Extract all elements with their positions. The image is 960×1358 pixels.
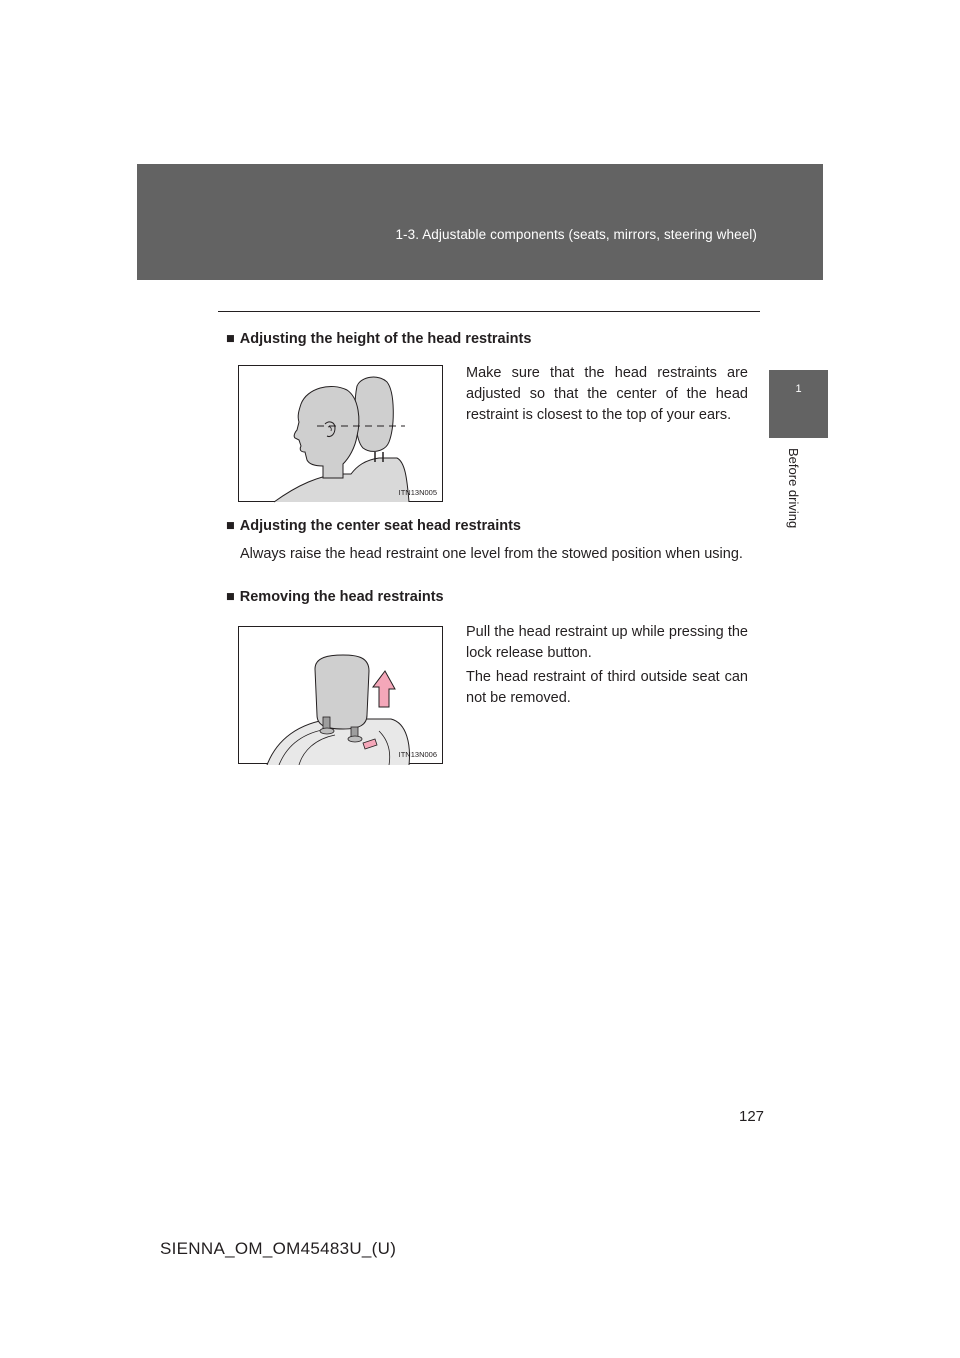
chapter-number: 1 xyxy=(795,383,802,395)
page-number: 127 xyxy=(739,1108,765,1125)
section-title: 1-3. Adjustable components (seats, mirrors, steering wheel) xyxy=(395,227,757,242)
paragraph-center-seat: Always raise the head restraint one level from the stowed position when using. xyxy=(240,546,743,562)
figure-code: ITN13N006 xyxy=(398,750,437,759)
paragraph-adjust-height: Make sure that the head restraints are adjusted so that the center of the head restraint is closest to the top of your ears. xyxy=(466,365,748,423)
bullet-mark: ■ xyxy=(226,331,235,347)
heading-text: Adjusting the center seat head restraints xyxy=(239,518,521,534)
head-height-illustration xyxy=(239,366,444,503)
paragraph-removing-1: Pull the head restraint up while pressing the lock release button. xyxy=(466,624,748,661)
bullet-mark: ■ xyxy=(226,518,235,534)
heading-removing xyxy=(226,589,444,605)
chapter-label: Before driving xyxy=(786,448,801,529)
figure-code: ITN13N005 xyxy=(398,488,437,497)
top-rule xyxy=(218,311,760,312)
paragraph-removing-2: The head restraint of third outside seat can not be removed. xyxy=(466,669,748,706)
removing-illustration xyxy=(239,627,444,765)
chapter-tab xyxy=(769,370,828,438)
header-band xyxy=(137,164,823,280)
heading-center-seat xyxy=(226,518,521,534)
heading-text: Adjusting the height of the head restraints xyxy=(239,331,532,347)
figure-removing xyxy=(238,626,443,764)
bullet-mark: ■ xyxy=(226,589,235,605)
figure-head-height xyxy=(238,365,443,502)
heading-text: Removing the head restraints xyxy=(239,589,444,605)
heading-adjust-height xyxy=(226,331,531,347)
document-id: SIENNA_OM_OM45483U_(U) xyxy=(160,1239,397,1258)
